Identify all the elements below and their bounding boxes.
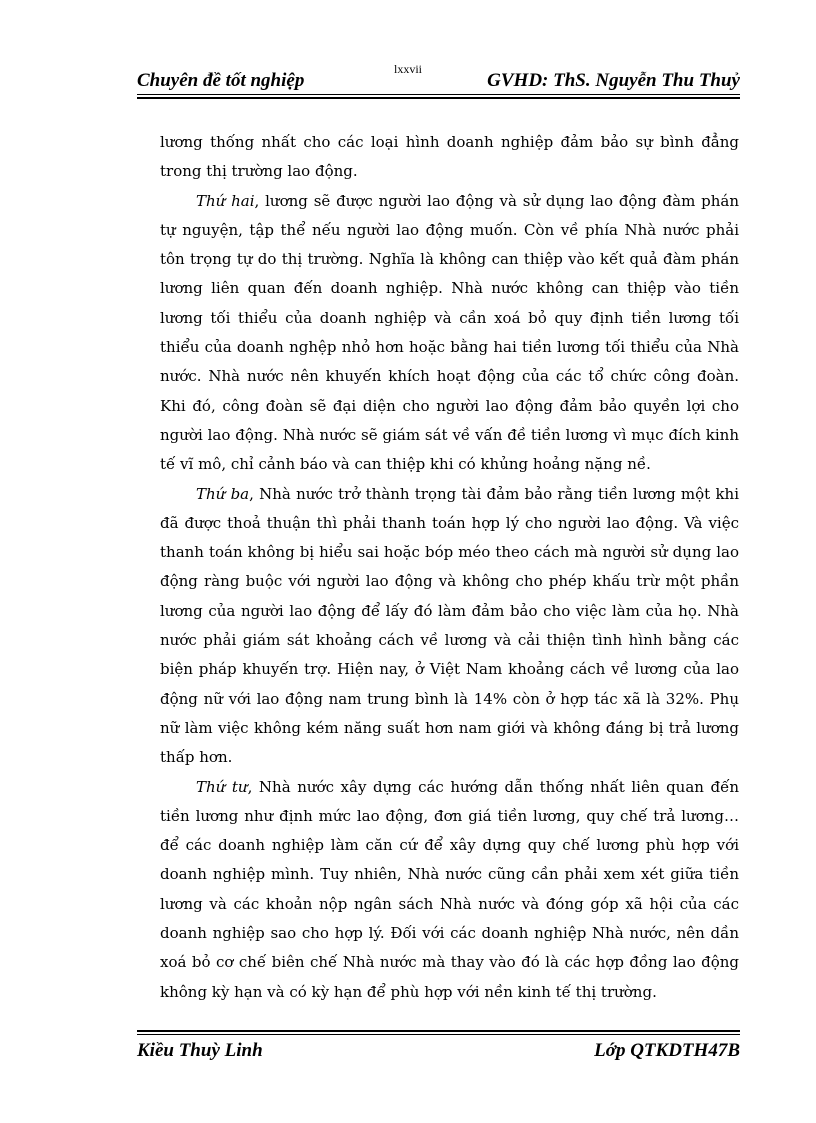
- header-supervisor: GVHD: ThS. Nguyễn Thu Thuỷ: [487, 70, 740, 91]
- paragraph-continuation: [160, 128, 739, 187]
- footer-rule-thin: [137, 1034, 740, 1035]
- paragraph-4-lead: Thứ tư: [196, 777, 248, 796]
- header-rule-thick: [137, 97, 740, 99]
- header-rule-thin: [137, 94, 740, 95]
- paragraph-2-lead: Thứ hai: [196, 191, 255, 210]
- paragraph-3-lead: Thứ ba: [196, 484, 250, 503]
- paragraph-thu-tu: [160, 773, 739, 1007]
- footer-class-code: Lớp QTKDTH47B: [594, 1040, 740, 1061]
- paragraph-3-text: , Nhà nước trở thành trọng tài đảm bảo rằng tiền lương một khi đã được thoả thuận thì phải thanh toán hợp lý cho người lao động. Và việc thanh toán không bị hiểu sai hoặc bóp méo theo cách mà người sử dụng lao động ràng buộc với người lao động và không cho phép khấu trừ một phần lương của người lao động để lấy đó làm đảm bảo cho việc làm của họ. Nhà nước phải giám sát khoảng cách về lương và cải thiện tình hình bằng các biện pháp khuyến trợ. Hiện nay, ở Việt Nam khoảng cách về lương của lao động nữ với lao động nam trung bình là 14% còn ở hợp tác xã là 32%. Phụ nữ làm việc không kém năng suất hơn nam giới và không đáng bị trả lương thấp hơn.: [160, 484, 739, 767]
- body-text: [160, 128, 739, 1007]
- page-footer: [137, 1040, 740, 1064]
- header-document-title: Chuyên đề tốt nghiệp: [137, 70, 305, 91]
- paragraph-2-text: , lương sẽ được người lao động và sử dụng lao động đàm phán tự nguyện, tập thể nếu người lao động muốn. Còn về phía Nhà nước phải tôn trọng tự do thị trường. Nghĩa là không can thiệp vào kết quả đàm phán lương liên quan đến doanh nghiệp. Nhà nước không can thiệp vào tiền lương tối thiểu của doanh nghiệp và cần xoá bỏ quy định tiền lương tối thiểu của doanh nghệp nhỏ hơn hoặc bằng hai tiền lương tối thiểu của Nhà nước. Nhà nước nên khuyến khích hoạt động của các tổ chức công đoàn. Khi đó, công đoàn sẽ đại diện cho người lao động đảm bảo quyền lợi cho người lao động. Nhà nước sẽ giám sát về vấn đề tiền lương vì mục đích kinh tế vĩ mô, chỉ cảnh báo và can thiệp khi có khủng hoảng nặng nề.: [160, 191, 739, 474]
- footer-author-name: Kiều Thuỳ Linh: [137, 1040, 263, 1061]
- paragraph-thu-hai: [160, 187, 739, 480]
- paragraph-1-text: lương thống nhất cho các loại hình doanh nghiệp đảm bảo sự bình đẳng trong thị trường lao động.: [160, 133, 739, 181]
- paragraph-thu-ba: [160, 480, 739, 773]
- page-number: lxxvii: [393, 62, 422, 76]
- page-header: [137, 70, 740, 92]
- paragraph-4-text: , Nhà nước xây dựng các hướng dẫn thống nhất liên quan đến tiền lương như định mức lao động, đơn giá tiền lương, quy chế trả lương…để các doanh nghiệp làm căn cứ để xây dựng quy chế lương phù hợp với doanh nghiệp mình. Tuy nhiên, Nhà nước cũng cần phải xem xét giữa tiền lương và các khoản nộp ngân sách Nhà nước và đóng góp xã hội của các doanh nghiệp sao cho hợp lý. Đối với các doanh nghiệp Nhà nước, nên dần xoá bỏ cơ chế biên chế Nhà nước mà thay vào đó là các hợp đồng lao động không kỳ hạn và có kỳ hạn để phù hợp với nền kinh tế thị trường.: [160, 777, 739, 1001]
- footer-rule-thick: [137, 1030, 740, 1032]
